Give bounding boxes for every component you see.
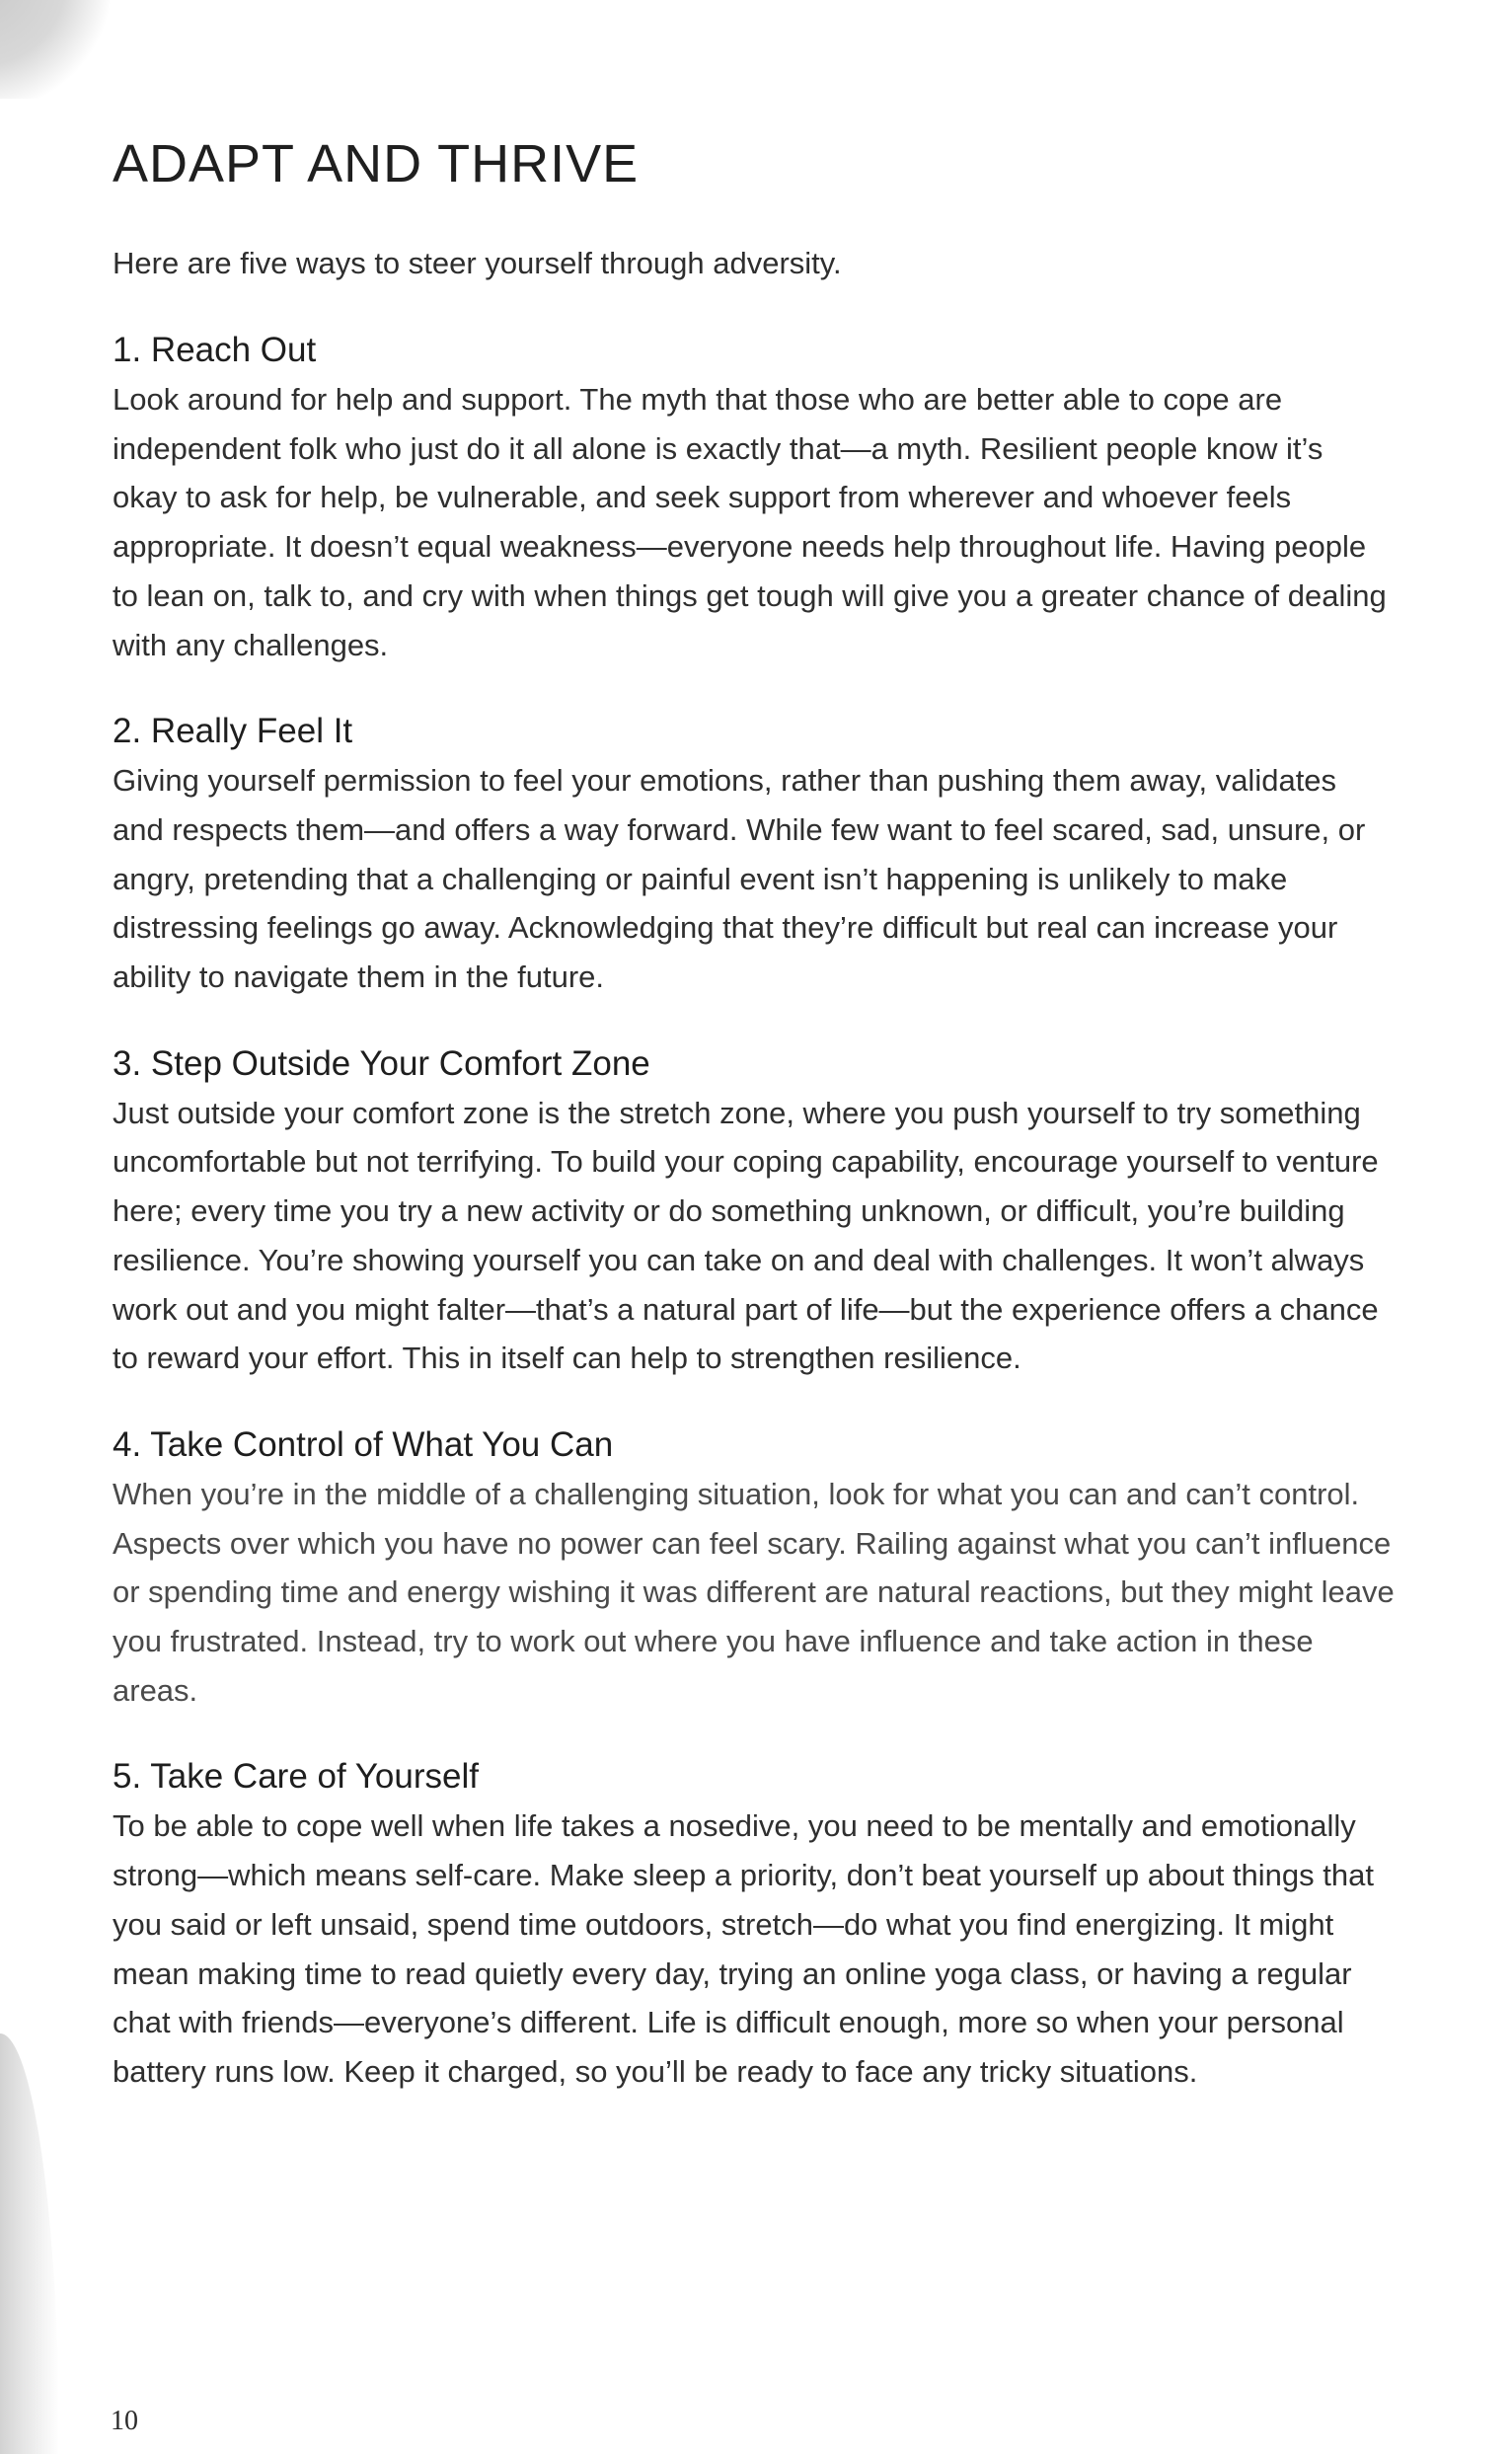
section-body: To be able to cope well when life takes a nosedive, you need to be mentally and emotionally strong—which means self-care. Make sleep a priority, don’t beat yourself up about things that you said or left unsaid, spend time outdoors, stretch—do what you find energizing. It might mean making time to read quietly every day, trying an online yoga class, or having a regular chat with friends—everyone’s different. Life is difficult enough, more so when your personal battery runs low. Keep it charged, so you’ll be ready to face any tricky situations.	[113, 1808, 1374, 2089]
page-corner-shadow-top	[0, 0, 128, 99]
section-body: Look around for help and support. The myth that those who are better able to cope are independent folk who just do it all alone is exactly that—a myth. Resilient people know it’s okay to ask for help, be vulnerable, and seek support from wherever and whoever feels appropriate. It doesn’t equal weakness—everyone needs help throughout life. Having people to lean on, talk to, and cry with when things get tough will give you a greater chance of dealing with any challenges.	[113, 382, 1387, 662]
section-really-feel-it	[113, 707, 1396, 1002]
page-number: 10	[111, 2406, 138, 2436]
section-heading: 5. Take Care of Yourself	[113, 1757, 479, 1797]
section-heading: 4. Take Control of What You Can	[113, 1424, 614, 1464]
page-edge-shadow-bottom	[0, 2033, 59, 2454]
section-heading: 1. Reach Out	[113, 331, 317, 369]
page-content	[113, 126, 1396, 2097]
section-body: When you’re in the middle of a challenging situation, look for what you can and can’t control. Aspects over which you have no power can feel scary. Railing against what you can’t influence or spending time and energy wishing it was different are natural reactions, but they might leave you frustrated. Instead, try to work out where you have influence and take action in these areas.	[113, 1476, 1395, 1708]
intro-text: Here are five ways to steer yourself through adversity.	[113, 246, 842, 280]
section-take-control	[113, 1420, 1396, 1716]
section-heading: 2. Really Feel It	[113, 712, 353, 751]
section-body: Giving yourself permission to feel your emotions, rather than pushing them away, validates and respects them—and offers a way forward. While few want to feel scared, sad, unsure, or angry, pretending that a challenging or painful event isn’t happening is unlikely to make distressing feelings go away. Acknowledging that they’re difficult but real can increase your ability to navigate them in the future.	[113, 763, 1366, 995]
section-step-outside	[113, 1039, 1396, 1383]
page-title: ADAPT AND THRIVE	[113, 134, 640, 193]
section-body: Just outside your comfort zone is the stretch zone, where you push yourself to try something uncomfortable but not terrifying. To build your coping capability, encourage yourself to venture here; every time you try a new activity or do something unknown, or difficult, you’re building resilience. You’re showing yourself you can take on and deal with challenges. It won’t always work out and you might falter—that’s a natural part of life—but the experience offers a chance to reward your effort. This in itself can help to strengthen resilience.	[113, 1095, 1379, 1376]
section-take-care	[113, 1752, 1396, 2096]
section-reach-out	[113, 326, 1396, 669]
section-heading: 3. Step Outside Your Comfort Zone	[113, 1043, 650, 1083]
